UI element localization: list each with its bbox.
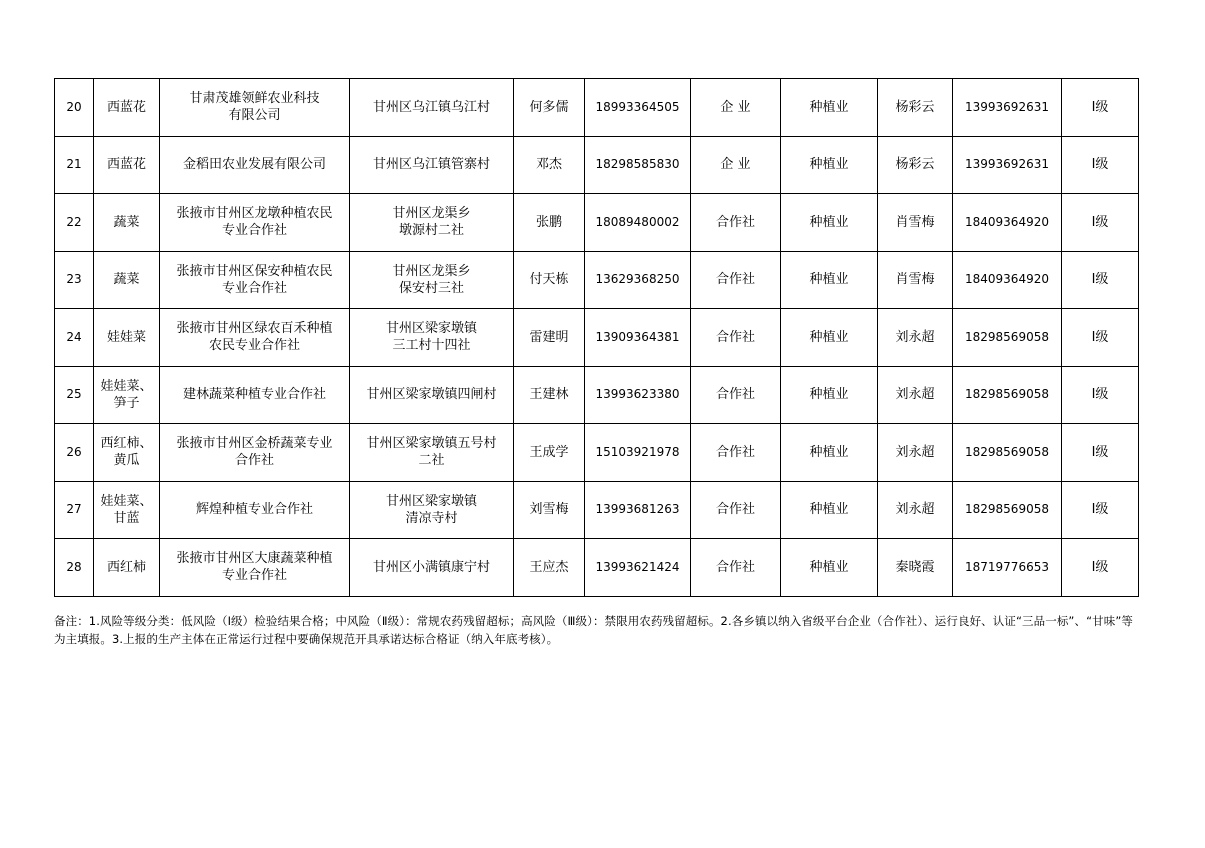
cell-number-text: 22	[66, 214, 82, 229]
cell-contact	[514, 136, 585, 194]
cell-supervisor-text: 秦晓霞	[895, 559, 935, 575]
cell-supervisor-phone-text: 18409364920	[965, 214, 1049, 229]
cell-address	[350, 366, 514, 424]
cell-contact-text: 张鹏	[535, 214, 562, 230]
cell-industry	[781, 79, 878, 137]
cell-company-text: 张掖市甘州区大康蔬菜种植 专业合作社	[176, 551, 333, 584]
cell-contact	[514, 79, 585, 137]
cell-contact-text: 王应杰	[529, 559, 569, 575]
cell-type-text: 合作社	[715, 214, 755, 230]
cell-company-text: 张掖市甘州区金桥蔬菜专业 合作社	[176, 436, 333, 469]
table-row	[55, 424, 1139, 482]
cell-address	[350, 136, 514, 194]
cell-company-text: 建林蔬菜种植专业合作社	[182, 387, 326, 403]
footnote: 备注：1.风险等级分类：低风险（Ⅰ级）检验结果合格；中风险（Ⅱ级）：常规农药残留超标；高风险（Ⅲ级）：禁限用农药残留超标。2.各乡镇以纳入省级平台企业（合作社）、运行良好、认证“三品一标”、“甘味”等为主填报。3.上报的生产主体在正常运行过程中要确保规范开具承诺达标合格证（纳入年底考核）。	[54, 614, 1133, 646]
cell-industry	[781, 194, 878, 252]
cell-type	[691, 424, 781, 482]
cell-product-text: 娃娃菜	[106, 329, 146, 345]
table-body	[55, 79, 1139, 597]
cell-company	[160, 194, 350, 252]
cell-level	[1062, 539, 1139, 597]
cell-phone-text: 13993681263	[595, 502, 680, 517]
cell-level	[1062, 366, 1139, 424]
cell-phone	[585, 136, 691, 194]
cell-type	[691, 309, 781, 367]
table-row	[55, 366, 1139, 424]
cell-product	[94, 194, 160, 252]
cell-company	[160, 539, 350, 597]
cell-type-text: 合作社	[715, 444, 755, 460]
cell-supervisor	[878, 366, 953, 424]
cell-supervisor-phone	[953, 481, 1062, 539]
cell-phone-text: 13909364381	[595, 329, 680, 344]
cell-company-text: 张掖市甘州区绿农百禾种植 农民专业合作社	[176, 321, 333, 354]
cell-product	[94, 251, 160, 309]
cell-number-text: 23	[66, 272, 82, 287]
cell-industry	[781, 309, 878, 367]
cell-industry-text: 种植业	[809, 444, 849, 460]
cell-product-text: 西蓝花	[106, 157, 146, 173]
cell-number-text: 20	[66, 99, 82, 114]
cell-industry-text: 种植业	[809, 502, 849, 518]
cell-contact	[514, 251, 585, 309]
cell-supervisor-phone-text: 18298569058	[965, 387, 1049, 402]
cell-address-text: 甘州区小满镇康宁村	[372, 559, 490, 575]
cell-number	[55, 481, 94, 539]
table-row	[55, 481, 1139, 539]
cell-industry	[781, 366, 878, 424]
cell-phone	[585, 309, 691, 367]
cell-number-text: 25	[66, 387, 82, 402]
cell-number	[55, 366, 94, 424]
cell-contact-text: 何多儒	[529, 99, 569, 115]
cell-contact	[514, 309, 585, 367]
cell-contact-text: 邓杰	[535, 157, 562, 173]
cell-address	[350, 79, 514, 137]
cell-company	[160, 136, 350, 194]
cell-supervisor-phone-text: 18719776653	[965, 559, 1049, 574]
cell-supervisor-text: 刘永超	[895, 387, 935, 403]
cell-contact	[514, 424, 585, 482]
cell-level-text: Ⅰ级	[1091, 329, 1109, 345]
cell-supervisor-phone-text: 18409364920	[965, 272, 1049, 287]
cell-level-text: Ⅰ级	[1091, 272, 1109, 288]
cell-supervisor-phone-text: 18298569058	[965, 444, 1049, 459]
cell-industry-text: 种植业	[809, 214, 849, 230]
cell-product-text: 西红柿	[106, 559, 146, 575]
cell-company	[160, 481, 350, 539]
cell-phone	[585, 366, 691, 424]
cell-phone	[585, 251, 691, 309]
cell-industry-text: 种植业	[809, 559, 849, 575]
cell-type-text: 合作社	[715, 329, 755, 345]
table-row	[55, 539, 1139, 597]
cell-supervisor-text: 刘永超	[895, 329, 935, 345]
cell-product-text: 西蓝花	[106, 99, 146, 115]
cell-level	[1062, 481, 1139, 539]
cell-product	[94, 79, 160, 137]
cell-supervisor-text: 肖雪梅	[895, 272, 935, 288]
cell-supervisor-phone	[953, 366, 1062, 424]
table-row	[55, 309, 1139, 367]
cell-product	[94, 136, 160, 194]
cell-phone	[585, 194, 691, 252]
cell-company-text: 张掖市甘州区保安种植农民 专业合作社	[176, 263, 333, 296]
cell-supervisor	[878, 194, 953, 252]
cell-industry	[781, 251, 878, 309]
cell-supervisor	[878, 481, 953, 539]
cell-phone-text: 13629368250	[595, 272, 680, 287]
cell-supervisor-phone	[953, 136, 1062, 194]
table-row	[55, 136, 1139, 194]
cell-number	[55, 194, 94, 252]
cell-address-text: 甘州区龙渠乡 保安村三社	[392, 263, 471, 296]
cell-address-text: 甘州区梁家墩镇四闸村	[366, 387, 497, 403]
cell-number	[55, 136, 94, 194]
cell-product-text: 娃娃菜、 笋子	[100, 378, 153, 411]
cell-supervisor-phone-text: 18298569058	[965, 329, 1049, 344]
cell-contact-text: 王建林	[529, 387, 569, 403]
cell-address-text: 甘州区乌江镇乌江村	[372, 99, 490, 115]
cell-type	[691, 79, 781, 137]
cell-company-text: 辉煌种植专业合作社	[195, 502, 313, 518]
cell-type	[691, 194, 781, 252]
cell-contact	[514, 539, 585, 597]
cell-contact	[514, 366, 585, 424]
cell-type	[691, 366, 781, 424]
cell-industry-text: 种植业	[809, 387, 849, 403]
cell-industry-text: 种植业	[809, 99, 849, 115]
cell-phone-text: 18993364505	[595, 99, 680, 114]
cell-supervisor-phone-text: 13993692631	[965, 99, 1049, 114]
cell-address-text: 甘州区梁家墩镇 清凉寺村	[385, 493, 477, 526]
cell-supervisor-phone-text: 18298569058	[965, 502, 1049, 517]
cell-type-text: 企 业	[720, 99, 751, 115]
cell-contact-text: 刘雪梅	[529, 502, 569, 518]
cell-phone	[585, 79, 691, 137]
table-row	[55, 251, 1139, 309]
table-row	[55, 194, 1139, 252]
cell-type	[691, 539, 781, 597]
cell-number	[55, 424, 94, 482]
cell-contact-text: 王成学	[529, 444, 569, 460]
cell-product-text: 蔬菜	[113, 272, 140, 288]
cell-level-text: Ⅰ级	[1091, 444, 1109, 460]
cell-level	[1062, 251, 1139, 309]
cell-contact-text: 雷建明	[529, 329, 569, 345]
cell-number-text: 27	[66, 502, 82, 517]
cell-supervisor	[878, 309, 953, 367]
cell-type-text: 合作社	[715, 502, 755, 518]
cell-supervisor-phone	[953, 79, 1062, 137]
cell-supervisor-phone	[953, 424, 1062, 482]
cell-supervisor-phone	[953, 251, 1062, 309]
table-row	[55, 79, 1139, 137]
cell-product-text: 西红柿、 黄瓜	[100, 436, 153, 469]
cell-industry-text: 种植业	[809, 157, 849, 173]
cell-phone	[585, 539, 691, 597]
cell-product	[94, 539, 160, 597]
cell-number	[55, 79, 94, 137]
cell-company	[160, 79, 350, 137]
cell-phone-text: 13993621424	[595, 559, 680, 574]
cell-supervisor-phone	[953, 539, 1062, 597]
cell-phone	[585, 481, 691, 539]
cell-product	[94, 481, 160, 539]
cell-phone	[585, 424, 691, 482]
cell-phone-text: 18298585830	[595, 157, 680, 172]
cell-supervisor-text: 肖雪梅	[895, 214, 935, 230]
cell-address	[350, 309, 514, 367]
cell-industry	[781, 481, 878, 539]
cell-industry-text: 种植业	[809, 329, 849, 345]
cell-level-text: Ⅰ级	[1091, 157, 1109, 173]
cell-address-text: 甘州区梁家墩镇五号村 二社	[366, 436, 497, 469]
cell-company-text: 张掖市甘州区龙墩种植农民 专业合作社	[176, 206, 333, 239]
cell-phone-text: 18089480002	[595, 214, 680, 229]
cell-supervisor-phone-text: 13993692631	[965, 157, 1049, 172]
cell-company	[160, 309, 350, 367]
cell-supervisor	[878, 424, 953, 482]
cell-level	[1062, 79, 1139, 137]
cell-industry	[781, 424, 878, 482]
cell-type	[691, 136, 781, 194]
cell-type	[691, 251, 781, 309]
cell-number	[55, 251, 94, 309]
cell-supervisor	[878, 539, 953, 597]
cell-industry-text: 种植业	[809, 272, 849, 288]
cell-product	[94, 424, 160, 482]
cell-type-text: 合作社	[715, 387, 755, 403]
cell-company	[160, 366, 350, 424]
cell-number	[55, 539, 94, 597]
cell-level	[1062, 424, 1139, 482]
cell-supervisor-text: 杨彩云	[895, 99, 935, 115]
cell-supervisor	[878, 136, 953, 194]
cell-address	[350, 194, 514, 252]
cell-address	[350, 481, 514, 539]
cell-number	[55, 309, 94, 367]
cell-contact-text: 付天栋	[529, 272, 569, 288]
cell-industry	[781, 539, 878, 597]
cell-contact	[514, 481, 585, 539]
cell-level-text: Ⅰ级	[1091, 99, 1109, 115]
cell-type-text: 合作社	[715, 559, 755, 575]
cell-phone-text: 15103921978	[595, 444, 680, 459]
cell-address-text: 甘州区乌江镇管寨村	[372, 157, 490, 173]
cell-address-text: 甘州区龙渠乡 墩源村二社	[392, 206, 471, 239]
cell-company-text: 金稻田农业发展有限公司	[182, 157, 326, 173]
cell-supervisor-text: 刘永超	[895, 444, 935, 460]
cell-type	[691, 481, 781, 539]
cell-number-text: 28	[66, 559, 82, 574]
cell-supervisor-phone	[953, 194, 1062, 252]
cell-address-text: 甘州区梁家墩镇 三工村十四社	[385, 321, 477, 354]
cell-type-text: 合作社	[715, 272, 755, 288]
cell-address	[350, 424, 514, 482]
cell-number-text: 21	[66, 157, 82, 172]
cell-supervisor-text: 刘永超	[895, 502, 935, 518]
cell-level	[1062, 194, 1139, 252]
cell-industry	[781, 136, 878, 194]
cell-product	[94, 366, 160, 424]
cell-level-text: Ⅰ级	[1091, 559, 1109, 575]
cell-product-text: 娃娃菜、 甘蓝	[100, 493, 153, 526]
cell-address	[350, 251, 514, 309]
cell-phone-text: 13993623380	[595, 387, 680, 402]
cell-company-text: 甘肃茂雄领鲜农业科技 有限公司	[189, 91, 320, 124]
cell-product	[94, 309, 160, 367]
cell-contact	[514, 194, 585, 252]
cell-level-text: Ⅰ级	[1091, 387, 1109, 403]
cell-supervisor	[878, 79, 953, 137]
cell-number-text: 26	[66, 444, 82, 459]
producer-table	[54, 78, 1139, 597]
cell-company	[160, 251, 350, 309]
cell-level-text: Ⅰ级	[1091, 502, 1109, 518]
cell-address	[350, 539, 514, 597]
cell-level-text: Ⅰ级	[1091, 214, 1109, 230]
cell-company	[160, 424, 350, 482]
cell-supervisor	[878, 251, 953, 309]
cell-supervisor-text: 杨彩云	[895, 157, 935, 173]
cell-number-text: 24	[66, 329, 82, 344]
cell-product-text: 蔬菜	[113, 214, 140, 230]
cell-level	[1062, 309, 1139, 367]
cell-supervisor-phone	[953, 309, 1062, 367]
cell-level	[1062, 136, 1139, 194]
cell-type-text: 企 业	[720, 157, 751, 173]
